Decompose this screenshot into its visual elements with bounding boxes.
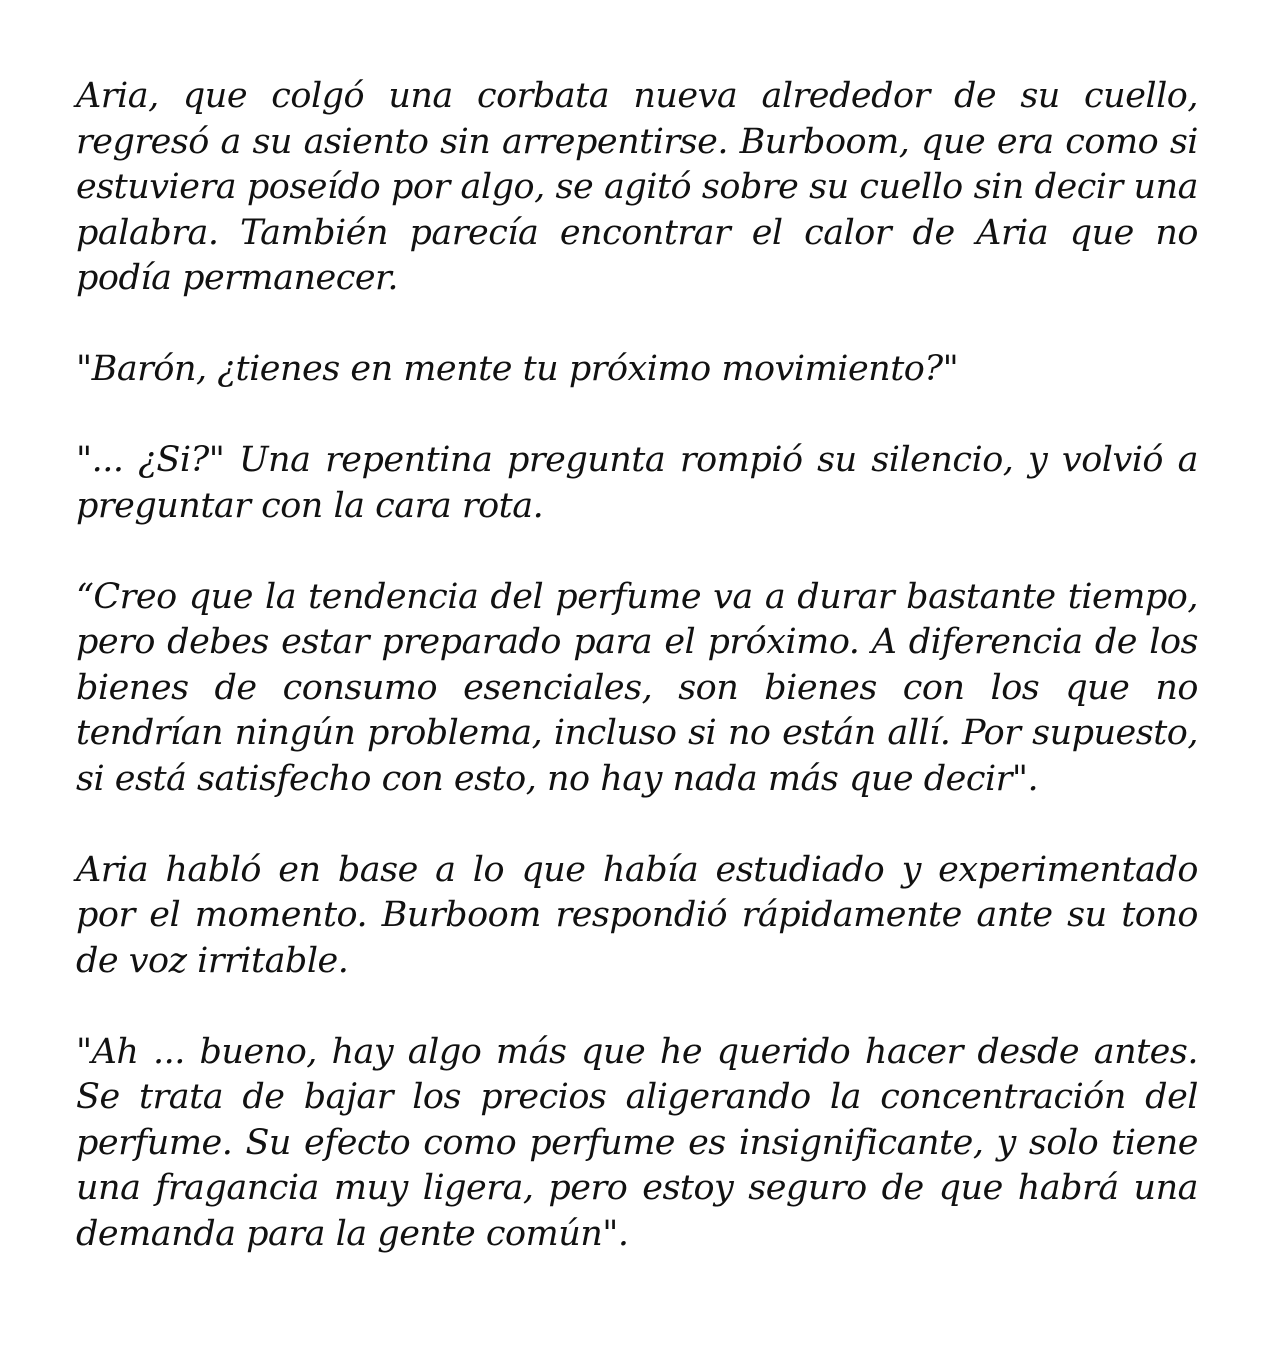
paragraph-3: "... ¿Si?" Una repentina pregunta rompió su silencio, y volvió a preguntar con la cara rota.: [76, 440, 1198, 526]
paragraph-4: “Creo que la tendencia del perfume va a durar bastante tiempo, pero debes estar preparado para el próximo. A diferencia de los bienes de consumo esenciales, son bienes con los que no tendrían ningún problema, incluso si no están allí. Por supuesto, si está satisfecho con esto, no hay nada más que decir".: [76, 576, 1198, 799]
paragraph-5: Aria habló en base a lo que había estudiado y experimentado por el momento. Burboom respondió rápidamente ante su tono de voz irritable.: [76, 849, 1198, 981]
document-page: [76, 74, 1198, 1257]
paragraph-2: "Barón, ¿tienes en mente tu próximo movimiento?": [76, 349, 959, 389]
paragraph-6: "Ah ... bueno, hay algo más que he querido hacer desde antes. Se trata de bajar los precios aligerando la concentración del perfume. Su efecto como perfume es insignificante, y solo tiene una fragancia muy ligera, pero estoy seguro de que habrá una demanda para la gente común".: [76, 1031, 1198, 1254]
paragraph-1: Aria, que colgó una corbata nueva alrededor de su cuello, regresó a su asiento sin arrepentirse. Burboom, que era como si estuviera poseído por algo, se agitó sobre su cuello sin decir una palabra. También parecía encontrar el calor de Aria que no podía permanecer.: [76, 76, 1198, 298]
